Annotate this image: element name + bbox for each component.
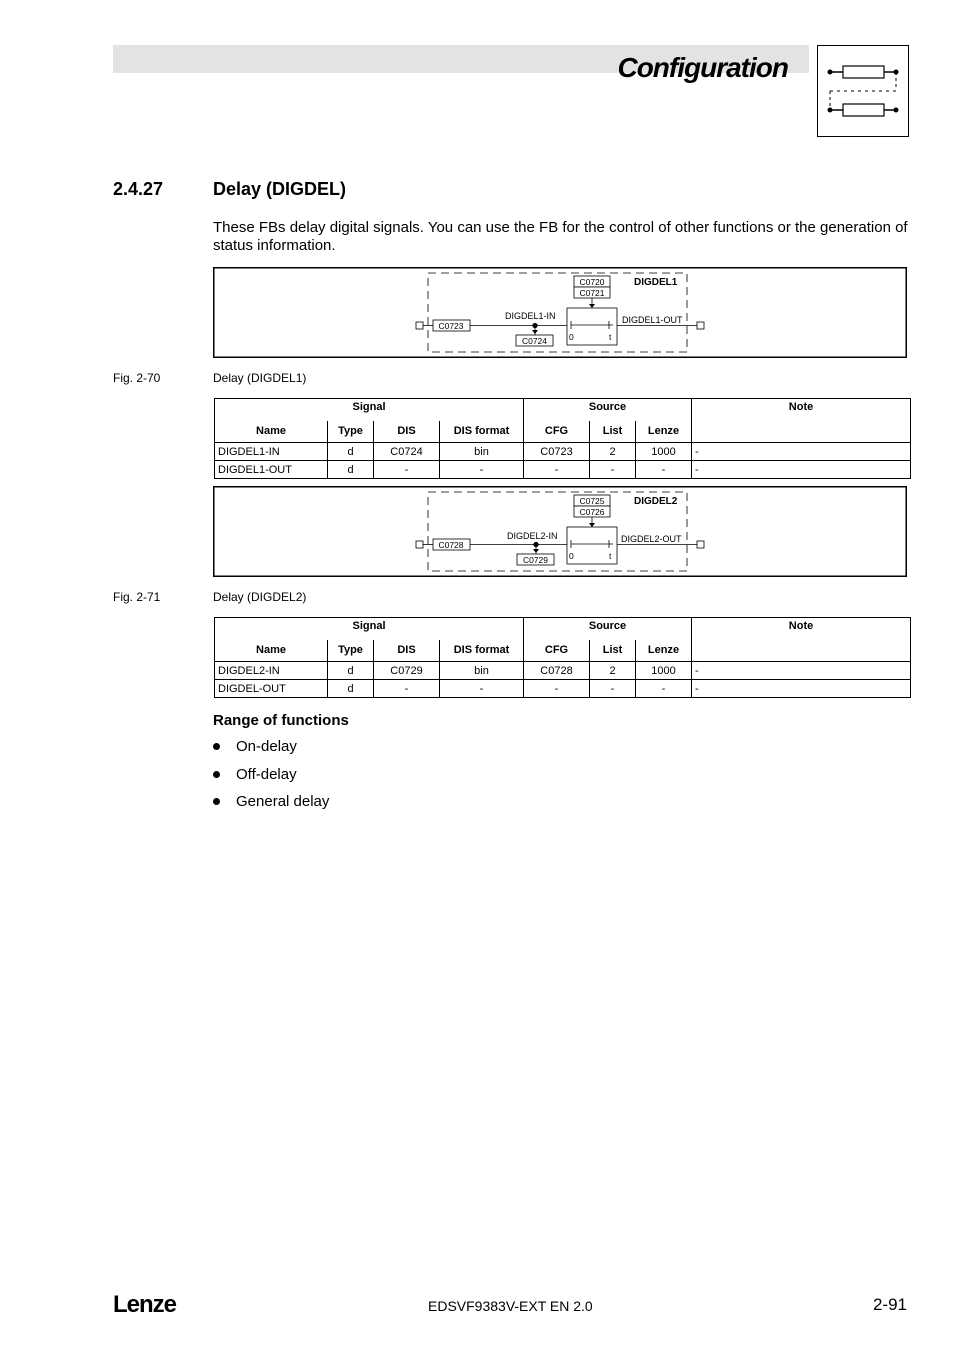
header-signal: Signal bbox=[215, 618, 524, 640]
axis-end: t bbox=[609, 551, 612, 561]
param2-code: C0721 bbox=[579, 288, 605, 298]
chapter-title: Configuration bbox=[617, 52, 788, 83]
display-code: C0724 bbox=[521, 336, 548, 346]
figure-caption: Delay (DIGDEL2) bbox=[213, 590, 307, 604]
cell-lenze: 1000 bbox=[636, 662, 692, 680]
cell-cfg: - bbox=[524, 680, 590, 698]
header-list: List bbox=[590, 640, 636, 662]
block-name: DIGDEL2 bbox=[634, 496, 678, 507]
header-source: Source bbox=[524, 618, 692, 640]
cell-list: 2 bbox=[590, 662, 636, 680]
display-code: C0729 bbox=[522, 555, 549, 565]
cell-list: - bbox=[590, 680, 636, 698]
cell-type: d bbox=[328, 662, 374, 680]
input-code: C0728 bbox=[438, 540, 464, 550]
cell-list: 2 bbox=[590, 443, 636, 461]
cell-name: DIGDEL1-OUT bbox=[215, 461, 328, 479]
header-cfg: CFG bbox=[524, 421, 590, 443]
list-item-label: General delay bbox=[236, 793, 330, 810]
bullet-icon bbox=[213, 743, 220, 750]
list-item bbox=[213, 766, 329, 794]
figure-caption: Delay (DIGDEL1) bbox=[213, 371, 307, 385]
cell-dis: C0724 bbox=[374, 443, 440, 461]
figure-label: Fig. 2-71 bbox=[113, 590, 161, 604]
range-list bbox=[213, 738, 329, 821]
cell-note: - bbox=[692, 662, 911, 680]
header-dis: DIS bbox=[374, 640, 440, 662]
input-label: DIGDEL1-IN bbox=[505, 311, 556, 321]
cell-name: DIGDEL2-IN bbox=[215, 662, 328, 680]
header-lenze: Lenze bbox=[636, 421, 692, 443]
param2-code: C0726 bbox=[579, 507, 605, 517]
cell-lenze: - bbox=[636, 461, 692, 479]
cell-type: d bbox=[328, 680, 374, 698]
output-label: DIGDEL2-OUT bbox=[621, 534, 682, 544]
input-label: DIGDEL2-IN bbox=[507, 531, 558, 541]
header-dis-format: DIS format bbox=[440, 421, 524, 443]
cell-lenze: - bbox=[636, 680, 692, 698]
cell-dis-format: - bbox=[440, 680, 524, 698]
input-code: C0723 bbox=[438, 321, 464, 331]
param1-code: C0725 bbox=[579, 496, 605, 506]
block-name: DIGDEL1 bbox=[634, 277, 678, 288]
cell-dis-format: bin bbox=[440, 443, 524, 461]
header-note: Note bbox=[692, 399, 911, 443]
header-note: Note bbox=[692, 618, 911, 662]
cell-dis-format: bin bbox=[440, 662, 524, 680]
header-cfg: CFG bbox=[524, 640, 590, 662]
digdel1-diagram bbox=[213, 267, 907, 358]
range-heading: Range of functions bbox=[213, 712, 349, 729]
signal-table-digdel2 bbox=[214, 617, 911, 698]
header-source: Source bbox=[524, 399, 692, 421]
header-name: Name bbox=[215, 640, 328, 662]
header-dis-format: DIS format bbox=[440, 640, 524, 662]
section-title: Delay (DIGDEL) bbox=[213, 179, 347, 199]
cell-dis-format: - bbox=[440, 461, 524, 479]
cell-name: DIGDEL1-IN bbox=[215, 443, 328, 461]
header-dis: DIS bbox=[374, 421, 440, 443]
header-list: List bbox=[590, 421, 636, 443]
param1-code: C0720 bbox=[579, 277, 605, 287]
axis-start: 0 bbox=[569, 332, 574, 342]
cell-list: - bbox=[590, 461, 636, 479]
table-row bbox=[215, 461, 911, 479]
cell-lenze: 1000 bbox=[636, 443, 692, 461]
table-row bbox=[215, 443, 911, 461]
header-lenze: Lenze bbox=[636, 640, 692, 662]
cell-dis: - bbox=[374, 461, 440, 479]
header-type: Type bbox=[328, 640, 374, 662]
cell-cfg: C0723 bbox=[524, 443, 590, 461]
cell-type: d bbox=[328, 443, 374, 461]
list-item bbox=[213, 738, 329, 766]
table-row bbox=[215, 680, 911, 698]
list-item bbox=[213, 793, 329, 821]
figure-label: Fig. 2-70 bbox=[113, 371, 161, 385]
cell-note: - bbox=[692, 443, 911, 461]
cell-dis: - bbox=[374, 680, 440, 698]
list-item-label: On-delay bbox=[236, 738, 297, 755]
bullet-icon bbox=[213, 798, 220, 805]
header-type: Type bbox=[328, 421, 374, 443]
digdel2-diagram bbox=[213, 486, 907, 577]
axis-end: t bbox=[609, 332, 612, 342]
signal-table-digdel1 bbox=[214, 398, 911, 479]
cell-note: - bbox=[692, 461, 911, 479]
section-number: 2.4.27 bbox=[113, 179, 164, 199]
cell-cfg: C0728 bbox=[524, 662, 590, 680]
cell-note: - bbox=[692, 680, 911, 698]
header-name: Name bbox=[215, 421, 328, 443]
output-label: DIGDEL1-OUT bbox=[622, 315, 683, 325]
intro-paragraph: These FBs delay digital signals. You can use the FB for the control of other functions or the generation of status information. bbox=[213, 219, 908, 254]
cell-name: DIGDEL-OUT bbox=[215, 680, 328, 698]
axis-start: 0 bbox=[569, 551, 574, 561]
cell-type: d bbox=[328, 461, 374, 479]
cell-cfg: - bbox=[524, 461, 590, 479]
header-signal: Signal bbox=[215, 399, 524, 421]
page-number: 2-91 bbox=[872, 1295, 907, 1314]
table-row bbox=[215, 662, 911, 680]
lenze-logo: Lenze bbox=[113, 1291, 177, 1318]
list-item-label: Off-delay bbox=[236, 765, 297, 783]
document-id: EDSVF9383V-EXT EN 2.0 bbox=[428, 1298, 593, 1314]
bullet-icon bbox=[213, 771, 220, 778]
function-block-icon bbox=[817, 45, 909, 137]
cell-dis: C0729 bbox=[374, 662, 440, 680]
